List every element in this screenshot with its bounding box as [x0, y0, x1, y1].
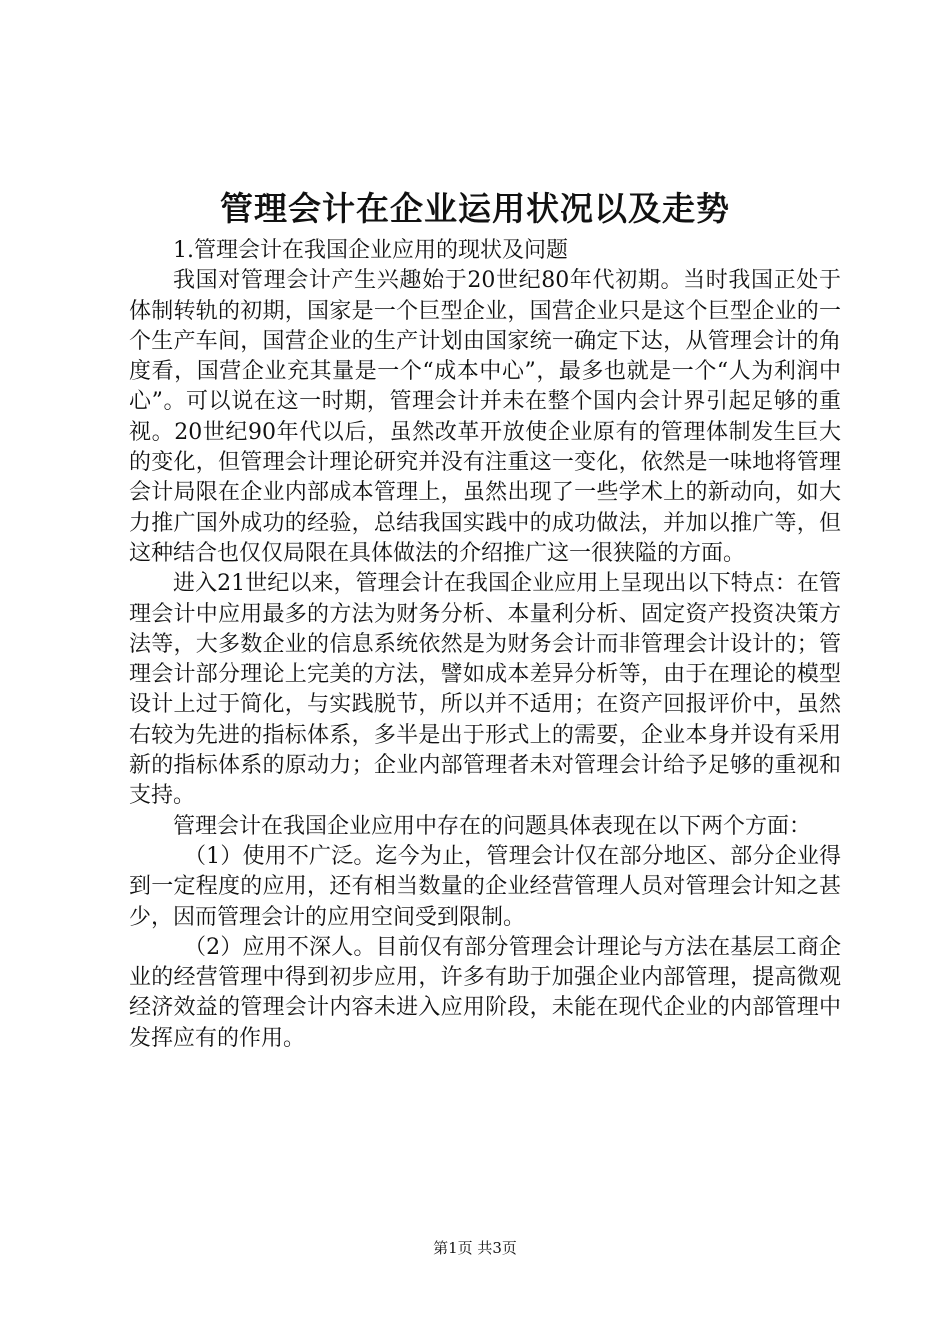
paragraph-problem-2: （2）应用不深人。目前仅有部分管理会计理论与方法在基层工商企业的经营管理中得到初步应用，许多有助于加强企业内部管理，提高微观经济效益的管理会计内容未进入应用阶段，未能在现代企业的内部管理中发挥应有的作用。 — [129, 934, 841, 1051]
document-title: 管理会计在企业运用状况以及走势 — [220, 189, 730, 228]
paragraph-problem-1: （1）使用不广泛。迄今为止，管理会计仅在部分地区、部分企业得到一定程度的应用，还有相当数量的企业经营管理人员对管理会计知之甚少，因而管理会计的应用空间受到限制。 — [129, 843, 841, 930]
paragraph-21st-century: 进入21世纪以来，管理会计在我国企业应用上呈现出以下特点：在管理会计中应用最多的方法为财务分析、本量利分析、固定资产投资决策方法等，大多数企业的信息系统依然是为财务会计而非管理会计设计的；管理会计部分理论上完美的方法，譬如成本差异分析等，由于在理论的模型设计上过于简化，与实践脱节，所以并不适用；在资产回报评价中，虽然右较为先进的指标体系，多半是出于形式上的需要，企业本身并设有采用新的指标体系的原动力；企业内部管理者未对管理会计给予足够的重视和支持。 — [129, 571, 841, 809]
section-heading: 1.管理会计在我国企业应用的现状及问题 — [173, 238, 568, 263]
paragraph-problems-intro: 管理会计在我国企业应用中存在的问题具体表现在以下两个方面： — [173, 813, 812, 839]
paragraph-history: 我国对管理会计产生兴趣始于20世纪80年代初期。当时我国正处于体制转轨的初期，国家是一个巨型企业，国营企业只是这个巨型企业的一个生产车间，国营企业的生产计划由国家统一确定下达，从管理会计的角度看，国营企业充其量是一个“成本中心”，最多也就是一个“人为利润中心”。可以说在这一时期，管理会计并未在整个国内会计界引起足够的重视。20世纪90年代以后，虽然改革开放使企业原有的管理体制发生巨大的变化，但管理会计理论研究并没有注重这一变化，依然是一味地将管理会计局限在企业内部成本管理上，虽然出现了一些学术上的新动向，如大力推广国外成功的经验，总结我国实践中的成功做法，并加以推广等，但这种结合也仅仅局限在具体做法的介绍推广这一很狭隘的方面。 — [129, 268, 841, 566]
document-body — [129, 236, 841, 1054]
page-number-footer: 第1页 共3页 — [433, 1239, 517, 1257]
